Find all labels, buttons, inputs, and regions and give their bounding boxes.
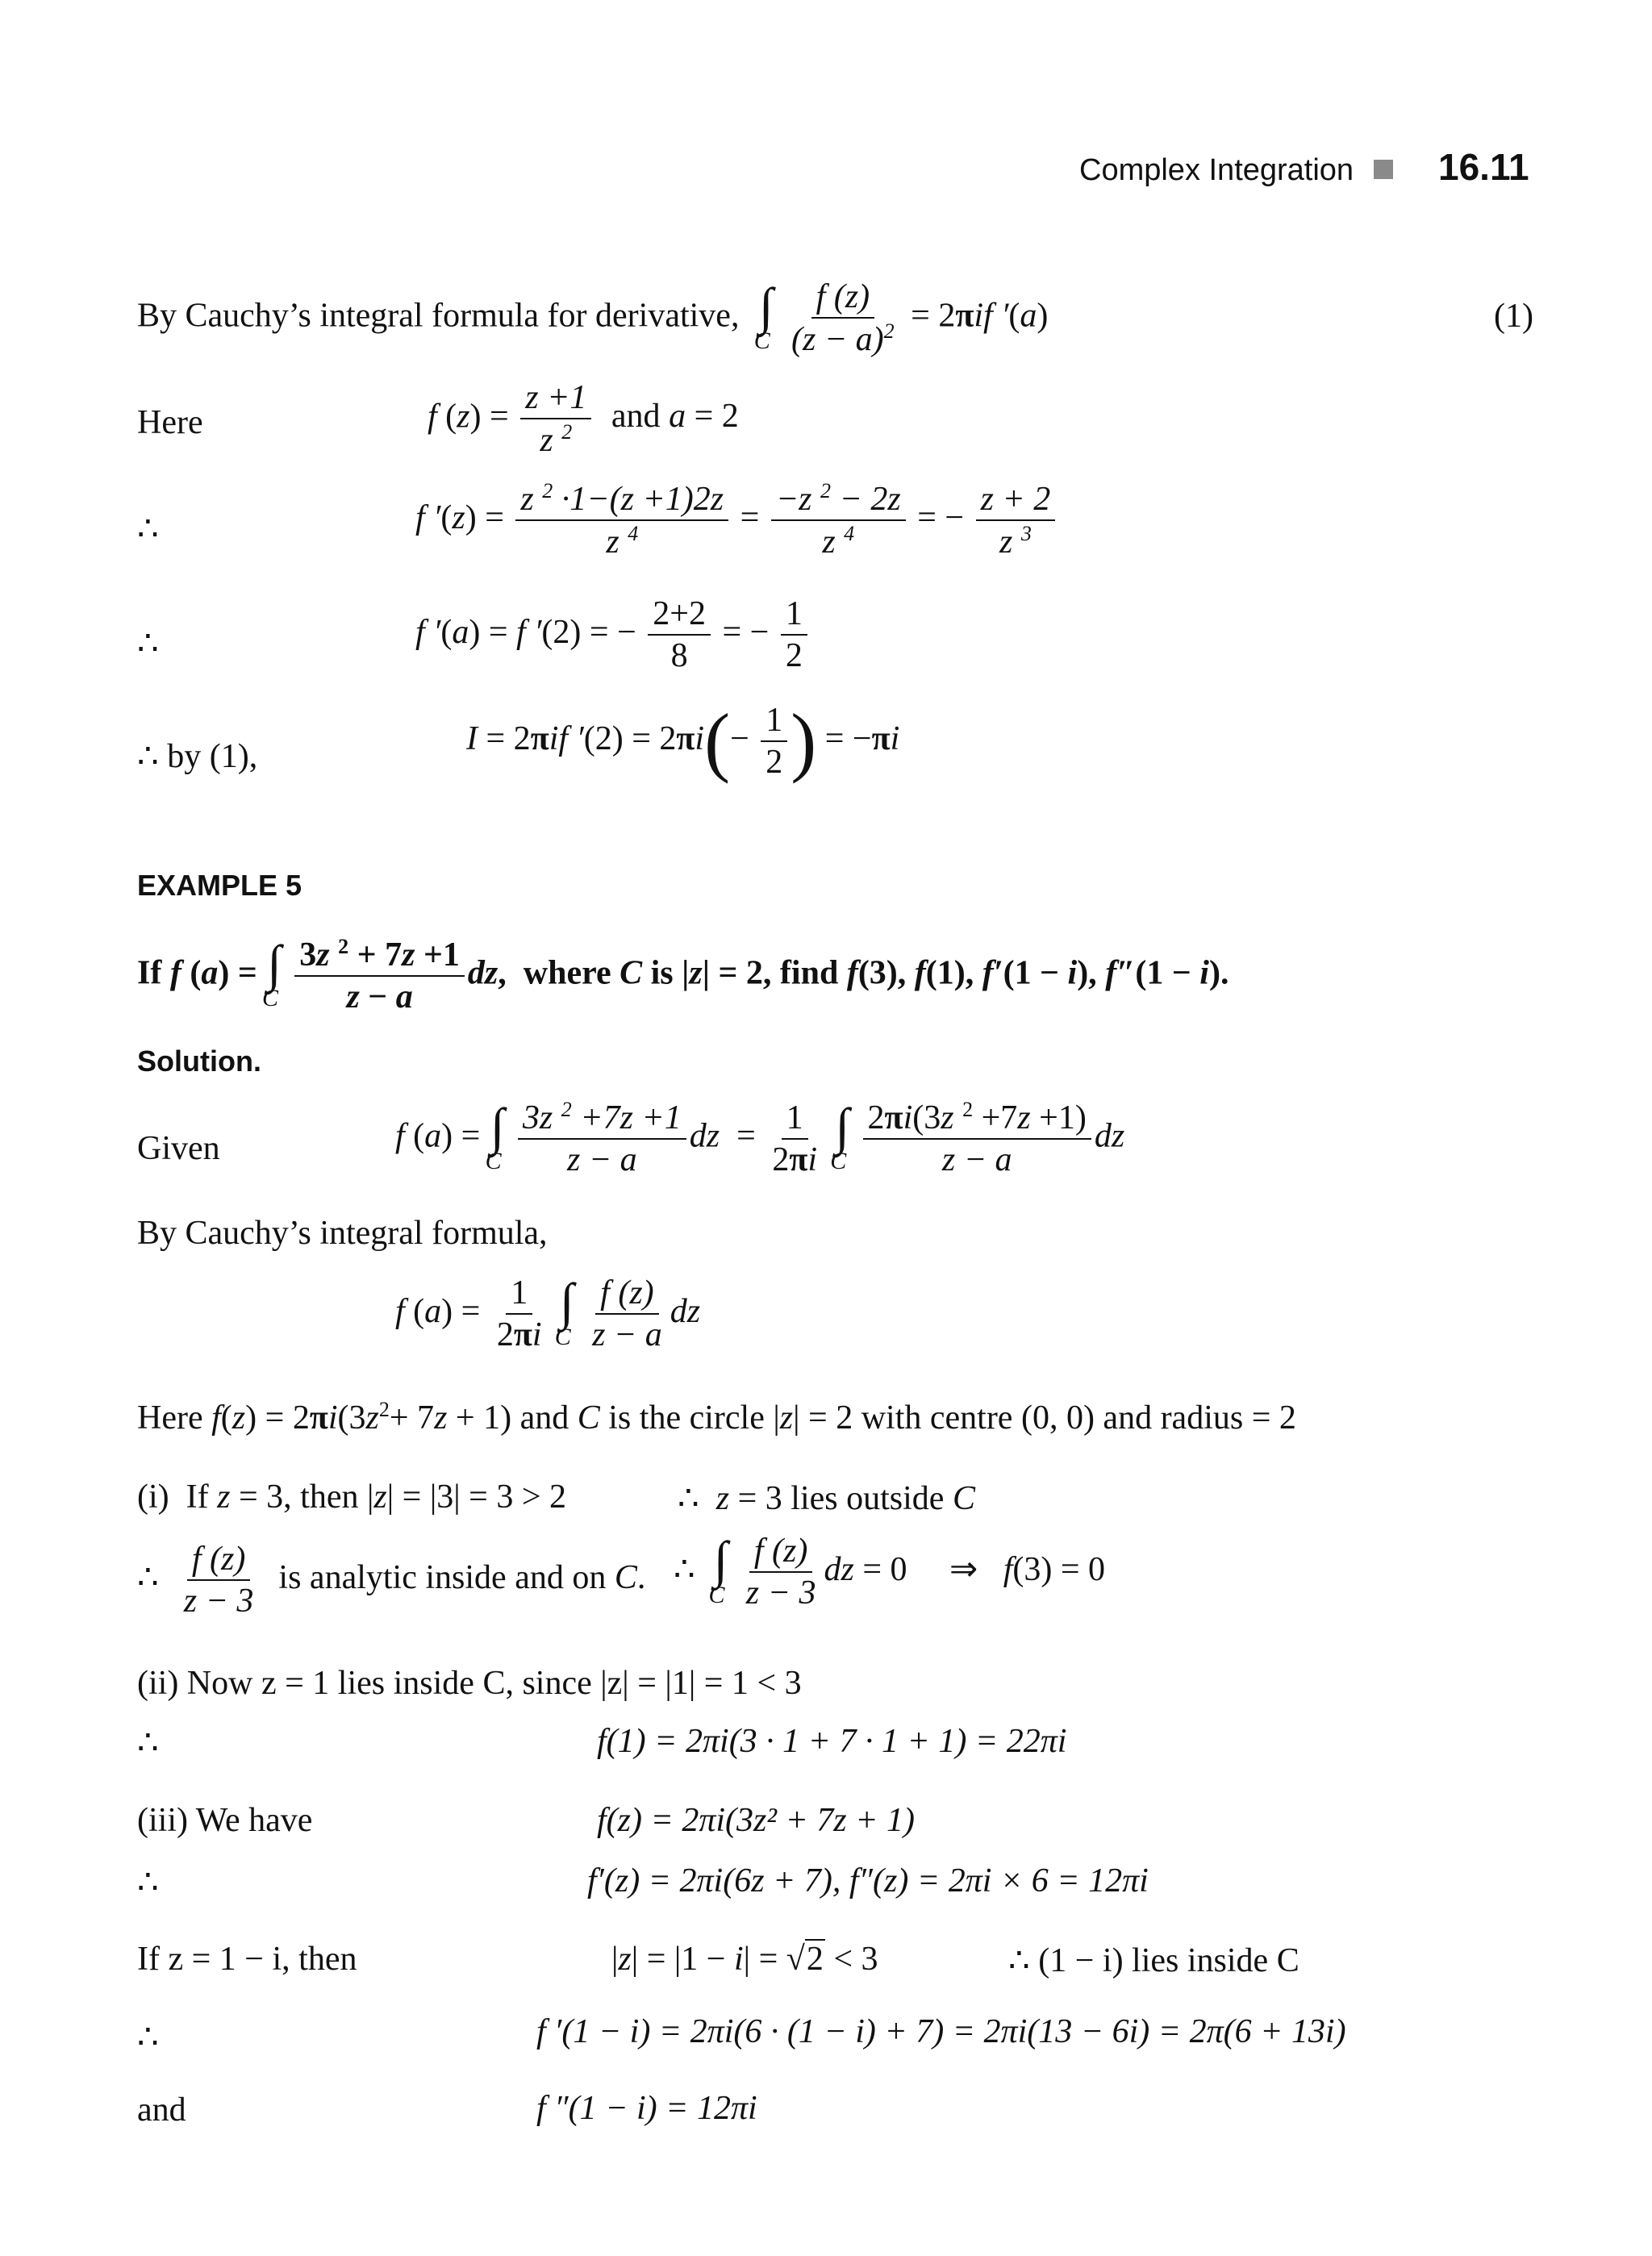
and-label: and (137, 2091, 186, 2129)
intro-line: By Cauchy’s integral formula for derivative, ∫ C $\frac{f (z)}{(z - a)^2}$ = 2πif ′(a) (137, 277, 1049, 359)
therefore-3: ∴ (137, 1724, 159, 1762)
therefore-2: ∴ (137, 625, 159, 662)
fprime-a: f ′(a) = f ′(2) = − $\frac{2+2}{8}$ = − $\frac{1}{2}$ (415, 595, 811, 674)
header-square-icon (1374, 160, 1393, 179)
here-label: Here (137, 404, 203, 441)
example-statement: If f (a) = ∫ C $\frac{3z ^2 + 7z +1}{z - a}$ dz, where C is |z| = 2, find f(3), f(1), f′(1 − i), f″(1 − i). (137, 934, 1229, 1016)
modulus-line: |z| = |1 − i| = √2 < 3 (611, 1941, 878, 1978)
therefore-5: ∴ (137, 2019, 159, 2056)
page-number: 16.11 (1438, 146, 1529, 188)
lies-inside: ∴ (1 − i) lies inside C (1008, 1942, 1299, 1979)
if-z-label: If z = 1 − i, then (137, 1941, 357, 1978)
case-i-integral: ∴ ∫ C $\frac{f (z)}{z - 3}$ dz = 0 ⇒ f(3) = 0 (674, 1531, 1106, 1612)
by-1-label: ∴ by (1), (137, 738, 258, 775)
solution-label: Solution. (137, 1045, 261, 1078)
case-i-line: (i) If z = 3, then |z| = |3| = 3 > 2 (137, 1478, 567, 1516)
case-iii-label: (iii) We have (137, 1802, 313, 1839)
cauchy-formula: f (a) = $\frac{1}{2\pi i}$ ∫ C $\frac{f (z)}{z - a}$ dz (395, 1273, 701, 1354)
given-equation: f (a) = ∫ C $\frac{3z ^2 +7z +1}{z - a}$ dz = $\frac{1}{2\pi i}$ ∫ C $\frac{2\pi i(3z ^2 +7z +1)}{z - a}$ dz (395, 1097, 1125, 1179)
case-ii-line: (ii) Now z = 1 lies inside C, since |z| = |1| = 1 < 3 (137, 1665, 802, 1702)
contour-integral: ∫ C (753, 277, 774, 355)
given-label: Given (137, 1130, 220, 1167)
chapter-title: Complex Integration (1079, 153, 1354, 187)
second-derivative-result: f ″(1 − i) = 12πi (536, 2090, 757, 2127)
first-derivative-result: f ′(1 − i) = 2πi(6 · (1 − i) + 7) = 2πi(13 − 6i) = 2π(6 + 13i) (536, 2013, 1346, 2050)
case-iii-derivs: f′(z) = 2πi(6z + 7), f″(z) = 2πi × 6 = 12πi (587, 1862, 1149, 1899)
case-iii-fz: f(z) = 2πi(3z² + 7z + 1) (597, 1802, 915, 1839)
example-label: EXAMPLE 5 (137, 869, 302, 902)
equation-tag: (1) (1494, 298, 1533, 335)
fprime-z: f ′(z) = $\frac{z ^2 \cdot 1-(z +1)2z}{z ^4}$ = $\frac{-z ^2 - 2z}{z ^4}$ = − $\frac{z + 2}{z ^3}$ (415, 480, 1058, 561)
case-i-analytic: ∴ $\frac{f (z)}{z - 3}$ is analytic inside and on C. (137, 1541, 646, 1620)
here-fz-line: Here $f(z) = 2\pi i(3z^2+ 7z + 1)$ and C is the circle |z| = 2 with centre (0, 0) and radius = 2 (137, 1398, 1296, 1437)
case-ii-result: f(1) = 2πi(3 · 1 + 7 · 1 + 1) = 22πi (597, 1723, 1067, 1760)
integral-result: I = 2πif ′(2) = 2πi(− $\frac{1}{2}$ ) = −πi (466, 698, 900, 785)
cauchy-text: By Cauchy’s integral formula, (137, 1215, 548, 1252)
fz-definition: f (z) = $\frac{z +1}{z ^2}$ and a = 2 (428, 379, 739, 460)
therefore-4: ∴ (137, 1864, 159, 1901)
intro-text: By Cauchy’s integral formula for derivative, (137, 297, 740, 335)
case-i-outside: ∴ z = 3 lies outside C (678, 1480, 975, 1517)
therefore-1: ∴ (137, 511, 159, 548)
